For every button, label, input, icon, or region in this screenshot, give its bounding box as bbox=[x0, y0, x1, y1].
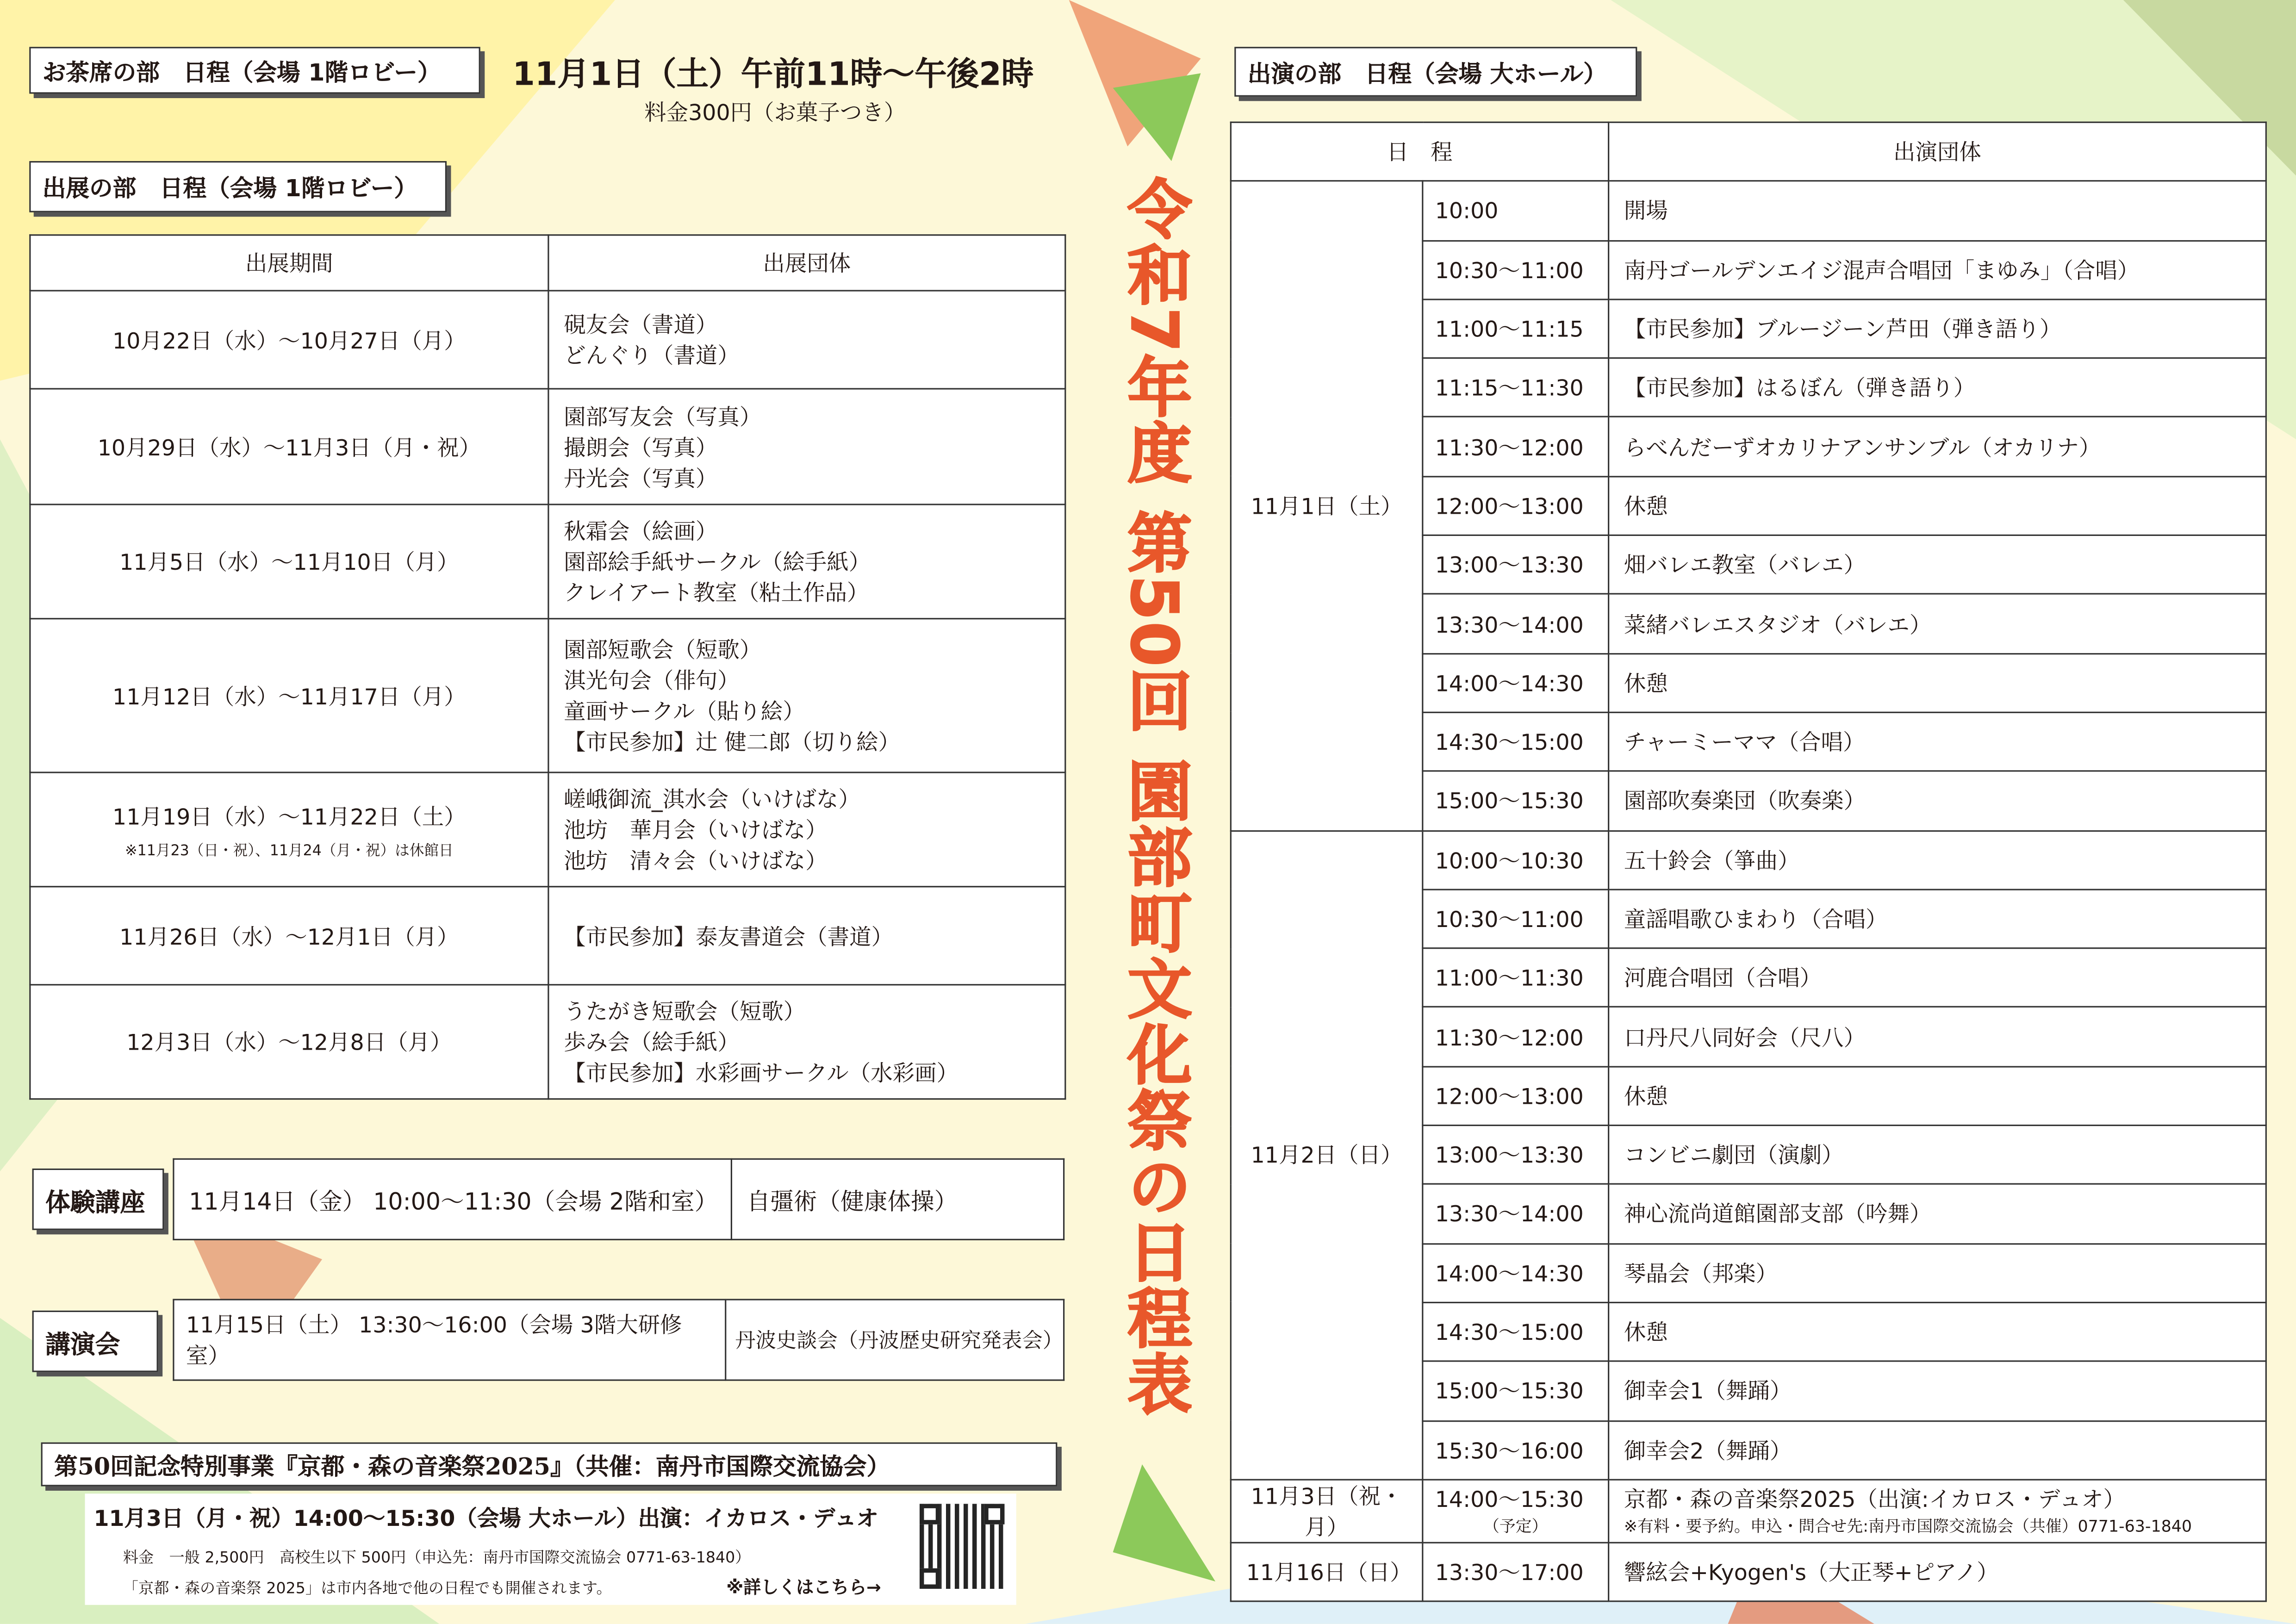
table-row bbox=[30, 504, 1065, 619]
table-row bbox=[30, 619, 1065, 772]
time-text: 15:00〜15:30 bbox=[1435, 1378, 1584, 1405]
table-row bbox=[1231, 830, 2266, 889]
performance-time bbox=[1423, 948, 1609, 1007]
performance-table bbox=[1230, 122, 2267, 1602]
performance-time bbox=[1423, 1244, 1609, 1302]
tea-datetime: 11月1日（土）午前11時〜午後2時 bbox=[512, 57, 1034, 94]
lecture-label: 講演会 bbox=[32, 1311, 158, 1372]
special-title: 第50回記念特別事業『京都・森の音楽祭2025』（共催：南丹市国際交流協会） bbox=[41, 1443, 1058, 1487]
exhibit-groups bbox=[548, 887, 1065, 985]
performance-group bbox=[1609, 772, 2266, 830]
performance-time bbox=[1423, 890, 1609, 948]
period-note: ※11月23（日・祝）、11月24（月・祝）は休館日 bbox=[125, 842, 454, 859]
time-text: 12:00〜13:00 bbox=[1435, 1083, 1584, 1110]
group-name: 御幸会1（舞踊） bbox=[1624, 1378, 1792, 1405]
performance-time bbox=[1423, 772, 1609, 830]
group-name: 園部絵手紙サークル（絵手紙） bbox=[564, 549, 871, 576]
special-main: 11月3日（月・祝）14:00〜15:30（会場 大ホール）出演：イカロス・デュオ bbox=[93, 1505, 878, 1532]
performance-time bbox=[1423, 1184, 1609, 1243]
period-text: 10月22日（水）〜10月27日（月） bbox=[112, 327, 466, 354]
performance-time bbox=[1423, 1362, 1609, 1420]
performance-time bbox=[1423, 476, 1609, 535]
group-name: 南丹ゴールデンエイジ混声合唱団「まゆみ」（合唱） bbox=[1624, 257, 2140, 284]
group-name: 菜緒バレエスタジオ（バレエ） bbox=[1624, 611, 1932, 638]
table-header-row bbox=[1231, 122, 2266, 181]
time-text: 14:00〜15:30 bbox=[1435, 1487, 1584, 1513]
performance-group bbox=[1609, 1302, 2266, 1361]
time-text: 11:15〜11:30 bbox=[1435, 375, 1584, 402]
group-name: 休憩 bbox=[1624, 1319, 1668, 1346]
performance-time bbox=[1423, 594, 1609, 653]
group-name: 園部吹奏楽団（吹奏楽） bbox=[1624, 788, 1866, 815]
performance-group bbox=[1609, 1420, 2266, 1479]
performance-group bbox=[1609, 1480, 2266, 1543]
workshop-label: 体験講座 bbox=[32, 1169, 164, 1230]
performance-group bbox=[1609, 299, 2266, 358]
group-name: どんぐり（書道） bbox=[564, 342, 740, 369]
group-name: コンビニ劇団（演劇） bbox=[1624, 1142, 1844, 1169]
group-name: 休憩 bbox=[1624, 493, 1668, 520]
performance-group bbox=[1609, 1126, 2266, 1184]
time-text: 10:00〜10:30 bbox=[1435, 847, 1584, 874]
performance-group bbox=[1609, 653, 2266, 712]
group-name: 童画サークル（貼り絵） bbox=[564, 698, 805, 725]
group-name: 開場 bbox=[1624, 198, 1668, 225]
table-row bbox=[30, 772, 1065, 887]
qr-code[interactable] bbox=[920, 1504, 1005, 1589]
time-text: 13:30〜17:00 bbox=[1435, 1559, 1584, 1586]
performance-group bbox=[1609, 1184, 2266, 1243]
performance-time bbox=[1423, 535, 1609, 594]
performance-group bbox=[1609, 890, 2266, 948]
group-name: 撮朗会（写真） bbox=[564, 434, 718, 461]
special-note: 「京都・森の音楽祭 2025」は市内各地で他の日程でも開催されます。 bbox=[123, 1580, 612, 1598]
group-name: 園部短歌会（短歌） bbox=[564, 637, 762, 664]
column-header: 日 程 bbox=[1231, 122, 1608, 181]
workshop-table bbox=[173, 1158, 1064, 1240]
period-text: 11月5日（水）〜11月10日（月） bbox=[119, 549, 459, 576]
exhibit-period bbox=[30, 985, 548, 1099]
workshop-datetime: 11月14日（金） 10:00〜11:30（会場 2階和室） bbox=[174, 1159, 731, 1239]
performance-time bbox=[1423, 417, 1609, 476]
table-row bbox=[30, 389, 1065, 504]
time-text: 15:00〜15:30 bbox=[1435, 788, 1584, 815]
performance-group bbox=[1609, 535, 2266, 594]
column-header: 出演団体 bbox=[1609, 122, 2266, 181]
tea-header: お茶席の部 日程（会場 1階ロビー） bbox=[29, 47, 480, 93]
group-name: 五十鈴会（箏曲） bbox=[1624, 847, 1800, 874]
performance-group bbox=[1609, 358, 2266, 417]
exhibit-period bbox=[30, 389, 548, 504]
performance-date: 11月1日（土） bbox=[1231, 181, 1422, 830]
performance-group bbox=[1609, 1543, 2266, 1601]
performance-date: 11月2日（日） bbox=[1231, 830, 1422, 1479]
exhibit-period bbox=[30, 504, 548, 619]
group-name: 休憩 bbox=[1624, 1083, 1668, 1110]
time-text: 14:30〜15:00 bbox=[1435, 729, 1584, 756]
column-header: 出展期間 bbox=[30, 235, 548, 291]
performance-time bbox=[1423, 358, 1609, 417]
group-name: 口丹尺八同好会（尺八） bbox=[1624, 1024, 1866, 1051]
group-name: 嵯峨御流_淇水会（いけばな） bbox=[564, 786, 860, 813]
group-name: うたがき短歌会（短歌） bbox=[564, 998, 806, 1025]
time-text: 11:30〜12:00 bbox=[1435, 1024, 1584, 1051]
period-text: 12月3日（水）〜12月8日（月） bbox=[126, 1029, 452, 1056]
performance-time bbox=[1423, 1543, 1609, 1601]
performance-group bbox=[1609, 476, 2266, 535]
lecture-datetime: 11月15日（土） 13:30〜16:00（会場 3階大研修室） bbox=[174, 1300, 726, 1380]
exhibit-period bbox=[30, 772, 548, 887]
performance-group bbox=[1609, 240, 2266, 299]
performance-group bbox=[1609, 181, 2266, 240]
time-text: 15:30〜16:00 bbox=[1435, 1437, 1584, 1464]
performance-group bbox=[1609, 712, 2266, 771]
special-box bbox=[85, 1493, 1016, 1605]
special-more-link[interactable]: ※詳しくはこちら→ bbox=[726, 1577, 881, 1598]
special-fee: 料金 一般 2,500円 高校生以下 500円（申込先：南丹市国際交流協会 0771-63-1840） bbox=[123, 1549, 751, 1567]
group-name: 淇光句会（俳句） bbox=[564, 667, 740, 694]
main-title: 令和7年度 第50回 園部町文化祭の日程表 bbox=[1115, 175, 1191, 1417]
table-row bbox=[1231, 1480, 2266, 1543]
table-row bbox=[1231, 1543, 2266, 1601]
lecture-group: 丹波史談会（丹波歴史研究発表会） bbox=[726, 1300, 1064, 1380]
group-name: 河鹿合唱団（合唱） bbox=[1624, 965, 1822, 992]
time-text: 10:30〜11:00 bbox=[1435, 257, 1584, 284]
table-row bbox=[30, 985, 1065, 1099]
group-name: 丹光会（写真） bbox=[564, 465, 718, 492]
group-name: 池坊 清々会（いけばな） bbox=[564, 847, 828, 874]
time-text: 14:00〜14:30 bbox=[1435, 1260, 1584, 1287]
performance-time bbox=[1423, 653, 1609, 712]
exhibit-period bbox=[30, 619, 548, 772]
performance-group bbox=[1609, 948, 2266, 1007]
table-row bbox=[1231, 181, 2266, 240]
group-name: 【市民参加】泰友書道会（書道） bbox=[564, 923, 894, 950]
performance-group bbox=[1609, 1362, 2266, 1420]
time-note: （予定） bbox=[1483, 1517, 1548, 1537]
group-name: 【市民参加】水彩画サークル（水彩画） bbox=[564, 1060, 959, 1087]
table-header-row bbox=[30, 235, 1065, 291]
group-name: 響絃会+Kyogen's（大正琴+ピアノ） bbox=[1624, 1559, 1999, 1586]
time-text: 13:30〜14:00 bbox=[1435, 611, 1584, 638]
time-text: 13:00〜13:30 bbox=[1435, 552, 1584, 579]
exhibit-header: 出展の部 日程（会場 1階ロビー） bbox=[29, 161, 447, 212]
group-name: 休憩 bbox=[1624, 670, 1668, 697]
group-name: らべんだーずオカリナアンサンブル（オカリナ） bbox=[1624, 434, 2101, 461]
group-name: 硯友会（書道） bbox=[564, 311, 718, 338]
performance-time bbox=[1423, 299, 1609, 358]
period-text: 11月12日（水）〜11月17日（月） bbox=[112, 683, 466, 709]
exhibit-groups bbox=[548, 619, 1065, 772]
time-text: 13:00〜13:30 bbox=[1435, 1142, 1584, 1169]
time-text: 11:00〜11:30 bbox=[1435, 965, 1584, 992]
performance-time bbox=[1423, 1420, 1609, 1479]
column-header: 出展団体 bbox=[548, 235, 1065, 291]
group-name: 園部写友会（写真） bbox=[564, 403, 762, 430]
table-row bbox=[30, 887, 1065, 985]
exhibit-table bbox=[29, 234, 1066, 1100]
performance-time bbox=[1423, 1066, 1609, 1125]
time-text: 14:30〜15:00 bbox=[1435, 1319, 1584, 1346]
group-name: 【市民参加】ブルージーン芦田（弾き語り） bbox=[1624, 316, 2062, 343]
table-row bbox=[30, 291, 1065, 389]
group-name: クレイアート教室（粘土作品） bbox=[564, 579, 869, 606]
time-text: 14:00〜14:30 bbox=[1435, 670, 1584, 697]
performance-time bbox=[1423, 830, 1609, 889]
group-name: 御幸会2（舞踊） bbox=[1624, 1437, 1792, 1464]
group-name: 京都・森の音楽祭2025（出演:イカロス・デュオ） bbox=[1624, 1487, 2126, 1513]
exhibit-groups bbox=[548, 291, 1065, 389]
group-name: 秋霜会（絵画） bbox=[564, 518, 718, 545]
performance-group bbox=[1609, 594, 2266, 653]
group-note: ※有料・要予約。申込・問合せ先:南丹市国際交流協会（共催）0771-63-1840 bbox=[1624, 1517, 2192, 1537]
lecture-table bbox=[173, 1299, 1064, 1381]
group-name: 【市民参加】辻 健二郎（切り絵） bbox=[564, 729, 901, 756]
group-name: 琴晶会（邦楽） bbox=[1624, 1260, 1778, 1287]
group-name: 神心流尚道館園部支部（吟舞） bbox=[1624, 1201, 1932, 1228]
group-name: 童謡唱歌ひまわり（合唱） bbox=[1624, 906, 1888, 933]
performance-time bbox=[1423, 1302, 1609, 1361]
time-text: 12:00〜13:00 bbox=[1435, 493, 1584, 520]
performance-time bbox=[1423, 712, 1609, 771]
performance-header: 出演の部 日程（会場 大ホール） bbox=[1234, 47, 1637, 97]
group-name: 【市民参加】はるぼん（弾き語り） bbox=[1624, 375, 1976, 402]
performance-time bbox=[1423, 240, 1609, 299]
exhibit-groups bbox=[548, 772, 1065, 887]
group-name: チャーミーママ（合唱） bbox=[1624, 729, 1865, 756]
performance-date: 11月16日（日） bbox=[1231, 1543, 1422, 1601]
exhibit-period bbox=[30, 291, 548, 389]
time-text: 10:00 bbox=[1435, 197, 1499, 224]
group-name: 畑バレエ教室（バレエ） bbox=[1624, 552, 1866, 579]
group-name: 池坊 華月会（いけばな） bbox=[564, 817, 828, 844]
time-text: 11:00〜11:15 bbox=[1435, 316, 1584, 343]
performance-group bbox=[1609, 417, 2266, 476]
group-name: 歩み会（絵手紙） bbox=[564, 1029, 740, 1056]
period-text: 11月19日（水）〜11月22日（土） bbox=[112, 803, 466, 830]
performance-group bbox=[1609, 830, 2266, 889]
period-text: 10月29日（水）〜11月3日（月・祝） bbox=[97, 434, 481, 461]
performance-time bbox=[1423, 1480, 1609, 1543]
exhibit-groups bbox=[548, 504, 1065, 619]
performance-group bbox=[1609, 1244, 2266, 1302]
performance-time bbox=[1423, 1008, 1609, 1066]
time-text: 10:30〜11:00 bbox=[1435, 906, 1584, 933]
performance-time bbox=[1423, 181, 1609, 240]
time-text: 11:30〜12:00 bbox=[1435, 434, 1584, 461]
workshop-group: 自彊術（健康体操） bbox=[731, 1159, 1064, 1239]
period-text: 11月26日（水）〜12月1日（月） bbox=[119, 923, 459, 950]
tea-fee: 料金300円（お菓子つき） bbox=[644, 100, 906, 126]
performance-time bbox=[1423, 1126, 1609, 1184]
exhibit-period bbox=[30, 887, 548, 985]
performance-group bbox=[1609, 1008, 2266, 1066]
performance-group bbox=[1609, 1066, 2266, 1125]
exhibit-groups bbox=[548, 389, 1065, 504]
time-text: 13:30〜14:00 bbox=[1435, 1201, 1584, 1228]
performance-date: 11月3日（祝・月） bbox=[1231, 1480, 1422, 1543]
exhibit-groups bbox=[548, 985, 1065, 1099]
